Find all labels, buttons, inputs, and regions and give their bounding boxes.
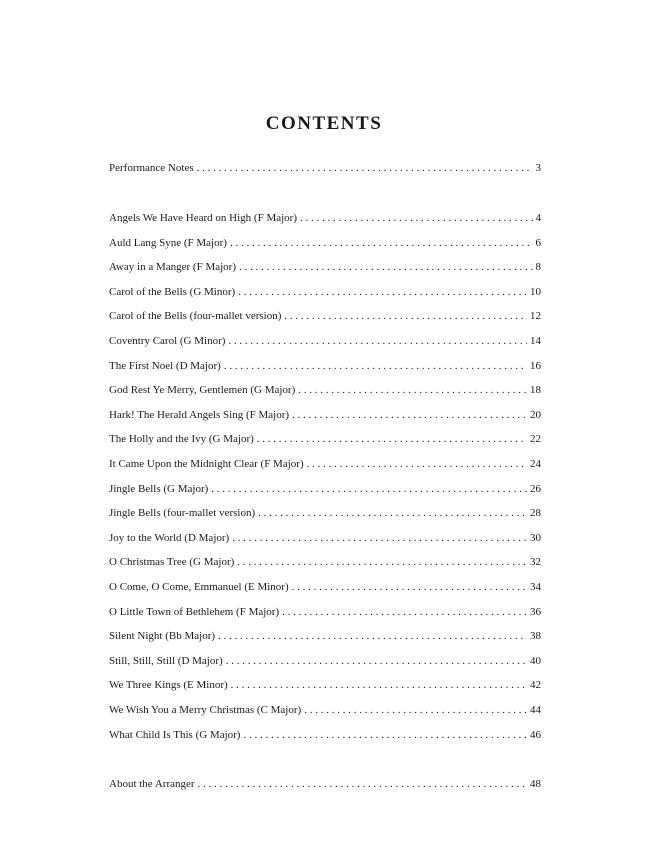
dot-leader	[292, 579, 527, 595]
toc-entry-title: Performance Notes	[109, 162, 194, 174]
dot-leader	[231, 677, 527, 693]
toc-entry-title: Jingle Bells (four-mallet version)	[109, 507, 256, 520]
toc-entry	[109, 382, 541, 398]
toc-entry-page-number: 8	[535, 261, 541, 274]
toc-entry-page-number: 26	[530, 482, 541, 495]
toc-entry	[109, 677, 541, 693]
toc-entry	[109, 776, 541, 792]
dot-leader	[238, 284, 527, 300]
dot-leader	[228, 333, 527, 349]
toc-entry-page-number: 16	[530, 359, 541, 372]
toc-entry-title: The First Noel (D Major)	[109, 359, 221, 372]
toc-entry	[109, 160, 541, 176]
toc-entry	[109, 628, 541, 644]
toc-entry-page-number: 46	[530, 728, 541, 741]
toc-entry-page-number: 38	[530, 630, 541, 643]
dot-leader	[232, 530, 527, 546]
toc-entry-title: About the Arranger	[109, 778, 195, 790]
toc-entry-title: Jingle Bells (G Major)	[109, 482, 209, 495]
toc-entry-page-number: 14	[530, 335, 541, 347]
toc-entry-page-number: 22	[530, 433, 541, 446]
toc-entry-page-number: 32	[530, 556, 541, 569]
toc-entry-page-number: 24	[530, 458, 541, 470]
toc-entry	[109, 727, 541, 743]
toc-entry-title: God Rest Ye Merry, Gentlemen (G Major)	[109, 384, 296, 397]
dot-leader	[197, 160, 533, 176]
toc-entry	[109, 579, 541, 595]
toc-entry	[109, 505, 541, 521]
toc-entry-title: Carol of the Bells (G Minor)	[109, 285, 236, 298]
toc-entry	[109, 235, 541, 251]
toc-entry-page-number: 12	[530, 310, 541, 323]
toc-entry	[109, 407, 541, 423]
toc-entry-page-number: 34	[530, 581, 541, 593]
toc-entry-title: O Christmas Tree (G Major)	[109, 556, 235, 569]
toc-entry-title: Silent Night (Bb Major)	[109, 630, 216, 643]
toc-entry-page-number: 48	[530, 778, 541, 790]
toc-entry	[109, 358, 541, 374]
toc-entry-title: O Come, O Come, Emmanuel (E Minor)	[109, 581, 289, 593]
toc-entry-title: O Little Town of Bethlehem (F Major)	[109, 605, 280, 618]
dot-leader	[239, 259, 533, 275]
toc-entry	[109, 554, 541, 570]
dot-leader	[226, 653, 527, 669]
dot-leader	[307, 456, 527, 472]
toc-entry	[109, 481, 541, 497]
page-title: CONTENTS	[265, 113, 383, 134]
toc-entry	[109, 653, 541, 669]
toc-entry-page-number: 4	[535, 212, 541, 224]
toc-entry-page-number: 3	[535, 162, 541, 174]
toc-entry-title: What Child Is This (G Major)	[109, 728, 241, 741]
toc-entry-page-number: 40	[530, 654, 541, 667]
toc-entry-page-number: 36	[530, 605, 541, 618]
dot-leader	[211, 481, 527, 497]
toc-entry	[109, 702, 541, 718]
toc-entry-page-number: 10	[530, 285, 541, 298]
toc-entry-page-number: 44	[530, 704, 541, 716]
toc-entry-title: We Three Kings (E Minor)	[109, 679, 228, 692]
dot-leader	[304, 702, 527, 718]
toc-entry-title: It Came Upon the Midnight Clear (F Major)	[109, 458, 304, 470]
toc-entry	[109, 530, 541, 546]
toc-entry-title: Auld Lang Syne (F Major)	[109, 236, 227, 249]
toc-entry-page-number: 42	[530, 679, 541, 692]
dot-leader	[243, 727, 527, 743]
toc-entry	[109, 210, 541, 226]
dot-leader	[292, 407, 527, 423]
dot-leader	[237, 554, 527, 570]
toc-entry-title: Carol of the Bells (four-mallet version)	[109, 310, 282, 323]
toc-entry-title: Still, Still, Still (D Major)	[109, 654, 223, 667]
dot-leader	[230, 235, 533, 251]
dot-leader	[218, 628, 527, 644]
toc-entry-title: Hark! The Herald Angels Sing (F Major)	[109, 408, 290, 421]
dot-leader	[298, 382, 527, 398]
toc-entry	[109, 456, 541, 472]
toc-entry-page-number: 20	[530, 408, 541, 421]
toc-entry	[109, 604, 541, 620]
toc-entry-title: We Wish You a Merry Christmas (C Major)	[109, 704, 302, 716]
dot-leader	[257, 431, 527, 447]
dot-leader	[284, 308, 527, 324]
toc-entry-page-number: 28	[530, 507, 541, 520]
dot-leader	[282, 604, 527, 620]
toc-entry-page-number: 30	[530, 531, 541, 544]
toc-entry-page-number: 6	[535, 236, 541, 249]
toc-entry-page-number: 18	[530, 384, 541, 397]
toc-entry	[109, 431, 541, 447]
toc-entry-title: Coventry Carol (G Minor)	[109, 335, 226, 347]
toc-entry-title: Away in a Manger (F Major)	[109, 261, 236, 274]
toc-entry-title: Angels We Have Heard on High (F Major)	[109, 212, 298, 224]
toc-entry	[109, 333, 541, 349]
dot-leader	[258, 505, 527, 521]
toc-entry	[109, 284, 541, 300]
toc-entry	[109, 259, 541, 275]
toc-entry	[109, 308, 541, 324]
dot-leader	[198, 776, 527, 792]
toc-entry-title: Joy to the World (D Major)	[109, 531, 230, 544]
dot-leader	[224, 358, 527, 374]
dot-leader	[300, 210, 532, 226]
toc-entry-title: The Holly and the Ivy (G Major)	[109, 433, 254, 446]
